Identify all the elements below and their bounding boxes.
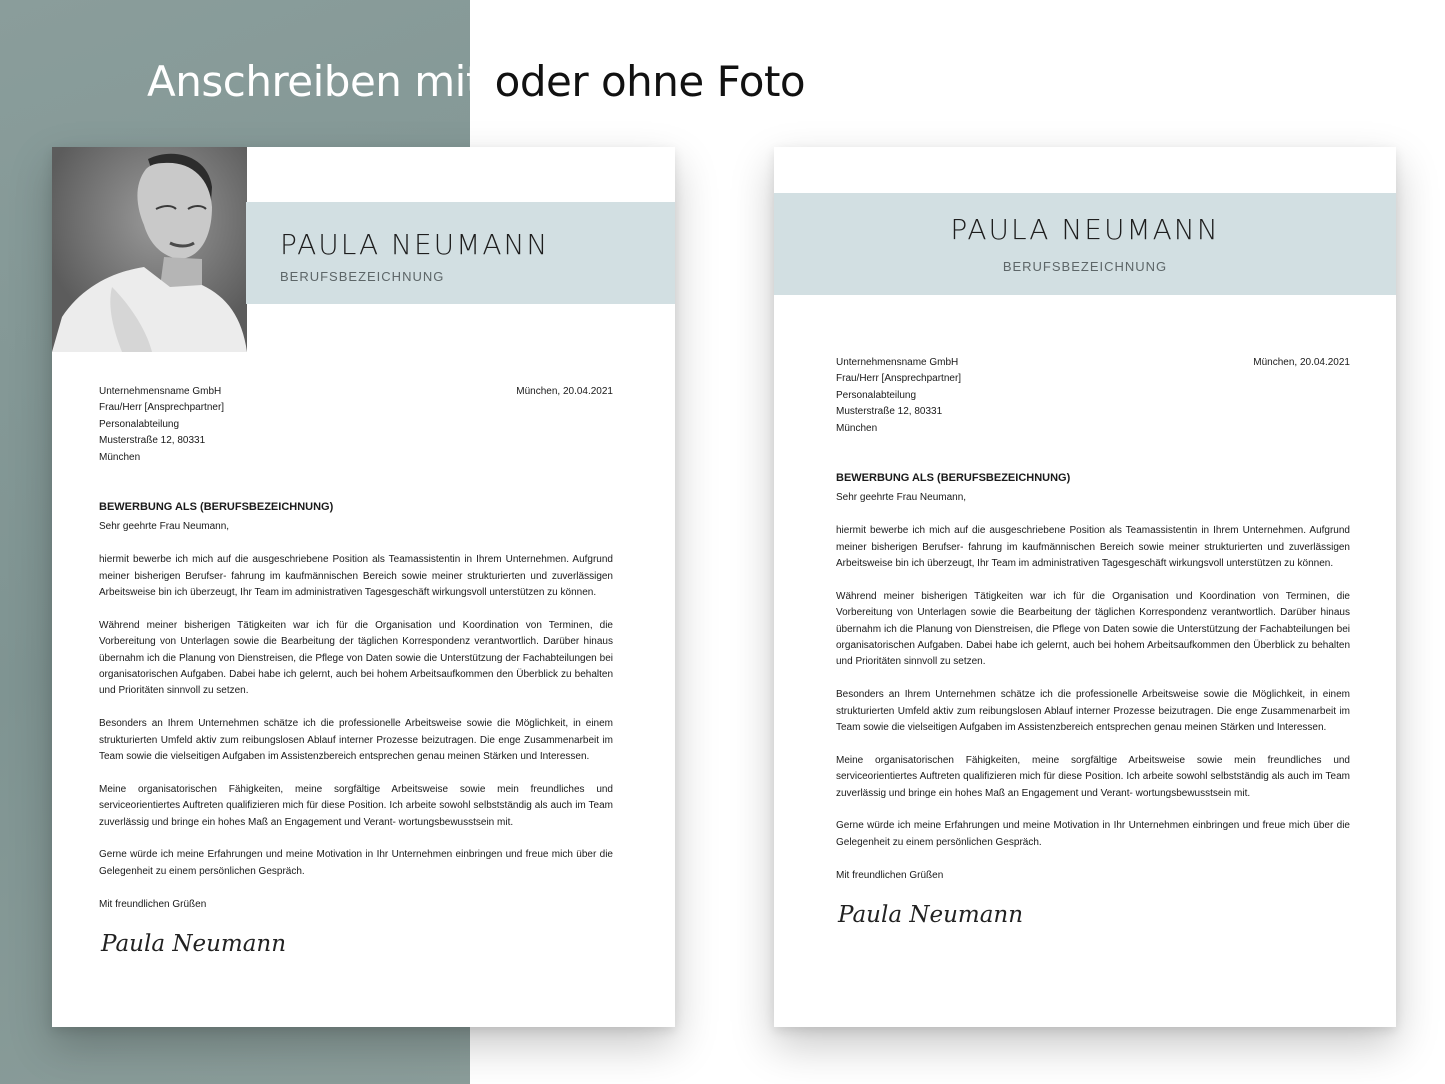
headline xyxy=(147,52,805,112)
recipient-address xyxy=(836,355,961,437)
job-title: BERUFSBEZEICHNUNG xyxy=(1002,259,1168,274)
recipient-company: Unternehmensname GmbH xyxy=(99,386,222,397)
paragraph-3: Besonders an Ihrem Unternehmen schätze ich die professionelle Arbeitsweise sowie die Möglichkeit, in einem strukturierten Umfeld aktiv zum reibungslosen Ablauf interner Prozesse beizutragen. Die enge Zusammenarbeit im Team sowie die vielseitigen Aufgaben im Assistenzbereich entsprechen genau meinen Stärken und Interessen. xyxy=(836,689,1350,734)
paragraph-2: Während meiner bisherigen Tätigkeiten war ich für die Organisation und Koordination von Terminen, die Vorbereitung von Unterlagen sowie die Bearbeitung der täglichen Korrespondenz verantwortlich. Darüber hinaus übernahm ich die Planung von Dienstreisen, die Pflege von Daten sowie die Unterstützung der Fachabteilungen bei organisatorischen Aufgaben. Dabei habe ich gelernt, auch bei hohem Arbeitsaufkommen den Überblick zu behalten und Prioritäten sinnvoll zu setzen. xyxy=(99,619,613,697)
address-row xyxy=(99,384,613,466)
letter-subject: BEWERBUNG ALS (BERUFSBEZEICHNUNG) xyxy=(836,472,1071,485)
paragraph-5: Gerne würde ich meine Erfahrungen und meine Motivation in Ihr Unternehmen einbringen und freue mich über die Gelegenheit zu einem persönlichen Gespräch. xyxy=(836,820,1350,848)
job-title: BERUFSBEZEICHNUNG xyxy=(280,269,445,284)
letter-subject: BEWERBUNG ALS (BERUFSBEZEICHNUNG) xyxy=(99,501,334,514)
header-banner xyxy=(246,202,675,304)
address-row xyxy=(836,355,1350,437)
portrait-photo xyxy=(52,147,247,352)
recipient-street: Musterstraße 12, 80331 xyxy=(836,406,943,418)
recipient-department: Personalabteilung xyxy=(99,418,180,430)
paragraph-4: Meine organisatorischen Fähigkeiten, meine sorgfältige Arbeitsweise sowie mein freundliches und serviceorientiertes Auftreten qualifizieren mich für diese Position. Ich arbeite sowohl selbstständig als auch im Team zuverlässig und bringe ein hohes Maß an Engagement und Verant- wortungsbewusstsein mit. xyxy=(99,783,613,828)
recipient-address xyxy=(99,384,224,466)
applicant-name: PAULA NEUMANN xyxy=(280,228,550,261)
closing: Mit freundlichen Grüßen xyxy=(99,898,207,910)
recipient-department: Personalabteilung xyxy=(836,389,917,401)
signature-text: Paula Neumann xyxy=(838,902,1024,929)
signature-image xyxy=(99,921,289,961)
salutation: Sehr geehrte Frau Neumann, xyxy=(836,492,967,504)
paragraph-3: Besonders an Ihrem Unternehmen schätze ich die professionelle Arbeitsweise sowie die Möglichkeit, in einem strukturierten Umfeld aktiv zum reibungslosen Ablauf interner Prozesse beizutragen. Die enge Zusammenarbeit im Team sowie die vielseitigen Aufgaben im Assistenzbereich entsprechen genau meinen Stärken und Interessen. xyxy=(99,718,613,763)
signature-text: Paula Neumann xyxy=(101,931,287,958)
header-banner xyxy=(774,193,1396,295)
letter-page-without-photo xyxy=(774,147,1396,1027)
closing: Mit freundlichen Grüßen xyxy=(836,869,944,881)
headline-part-black: oder ohne Foto xyxy=(494,57,806,106)
letter-body xyxy=(836,355,1350,932)
recipient-city: München xyxy=(99,451,141,463)
letter-date: München, 20.04.2021 xyxy=(516,386,613,397)
recipient-company: Unternehmensname GmbH xyxy=(836,357,959,368)
recipient-contact: Frau/Herr [Ansprechpartner] xyxy=(836,373,962,385)
letter-page-with-photo xyxy=(52,147,675,1027)
recipient-street: Musterstraße 12, 80331 xyxy=(99,435,206,447)
paragraph-5: Gerne würde ich meine Erfahrungen und meine Motivation in Ihr Unternehmen einbringen und freue mich über die Gelegenheit zu einem persönlichen Gespräch. xyxy=(99,849,613,877)
paragraph-1: hiermit bewerbe ich mich auf die ausgeschriebene Position als Teamassistentin in Ihrem Unternehmen. Aufgrund meiner bisherigen Berufser- fahrung im kaufmännischen Bereich sowie meiner strukturierten und zuverlässigen Arbeitsweise bin ich überzeugt, Ihr Team im administrativen Tagesgeschäft wirkungsvoll unterstützen zu können. xyxy=(99,554,613,599)
paragraph-4: Meine organisatorischen Fähigkeiten, meine sorgfältige Arbeitsweise sowie mein freundliches und serviceorientiertes Auftreten qualifizieren mich für diese Position. Ich arbeite sowohl selbstständig als auch im Team zuverlässig und bringe ein hohes Maß an Engagement und Verant- wortungsbewusstsein mit. xyxy=(836,754,1350,799)
portrait-photo-image xyxy=(52,147,247,352)
recipient-city: München xyxy=(836,422,878,434)
letter-body xyxy=(99,384,613,961)
salutation: Sehr geehrte Frau Neumann, xyxy=(99,521,230,533)
applicant-name: PAULA NEUMANN xyxy=(950,213,1220,246)
headline-part-white: Anschreiben mit xyxy=(147,57,495,106)
paragraph-1: hiermit bewerbe ich mich auf die ausgeschriebene Position als Teamassistentin in Ihrem Unternehmen. Aufgrund meiner bisherigen Berufser- fahrung im kaufmännischen Bereich sowie meiner strukturierten und zuverlässigen Arbeitsweise bin ich überzeugt, Ihr Team im administrativen Tagesgeschäft wirkungsvoll unterstützen zu können. xyxy=(836,525,1350,570)
letter-date: München, 20.04.2021 xyxy=(1253,357,1350,368)
paragraph-2: Während meiner bisherigen Tätigkeiten war ich für die Organisation und Koordination von Terminen, die Vorbereitung von Unterlagen sowie die Bearbeitung der täglichen Korrespondenz verantwortlich. Darüber hinaus übernahm ich die Planung von Dienstreisen, die Pflege von Daten sowie die Unterstützung der Fachabteilungen bei organisatorischen Aufgaben. Dabei habe ich gelernt, auch bei hohem Arbeitsaufkommen den Überblick zu behalten und Prioritäten sinnvoll zu setzen. xyxy=(836,590,1350,668)
signature-image xyxy=(836,892,1026,932)
recipient-contact: Frau/Herr [Ansprechpartner] xyxy=(99,402,225,414)
